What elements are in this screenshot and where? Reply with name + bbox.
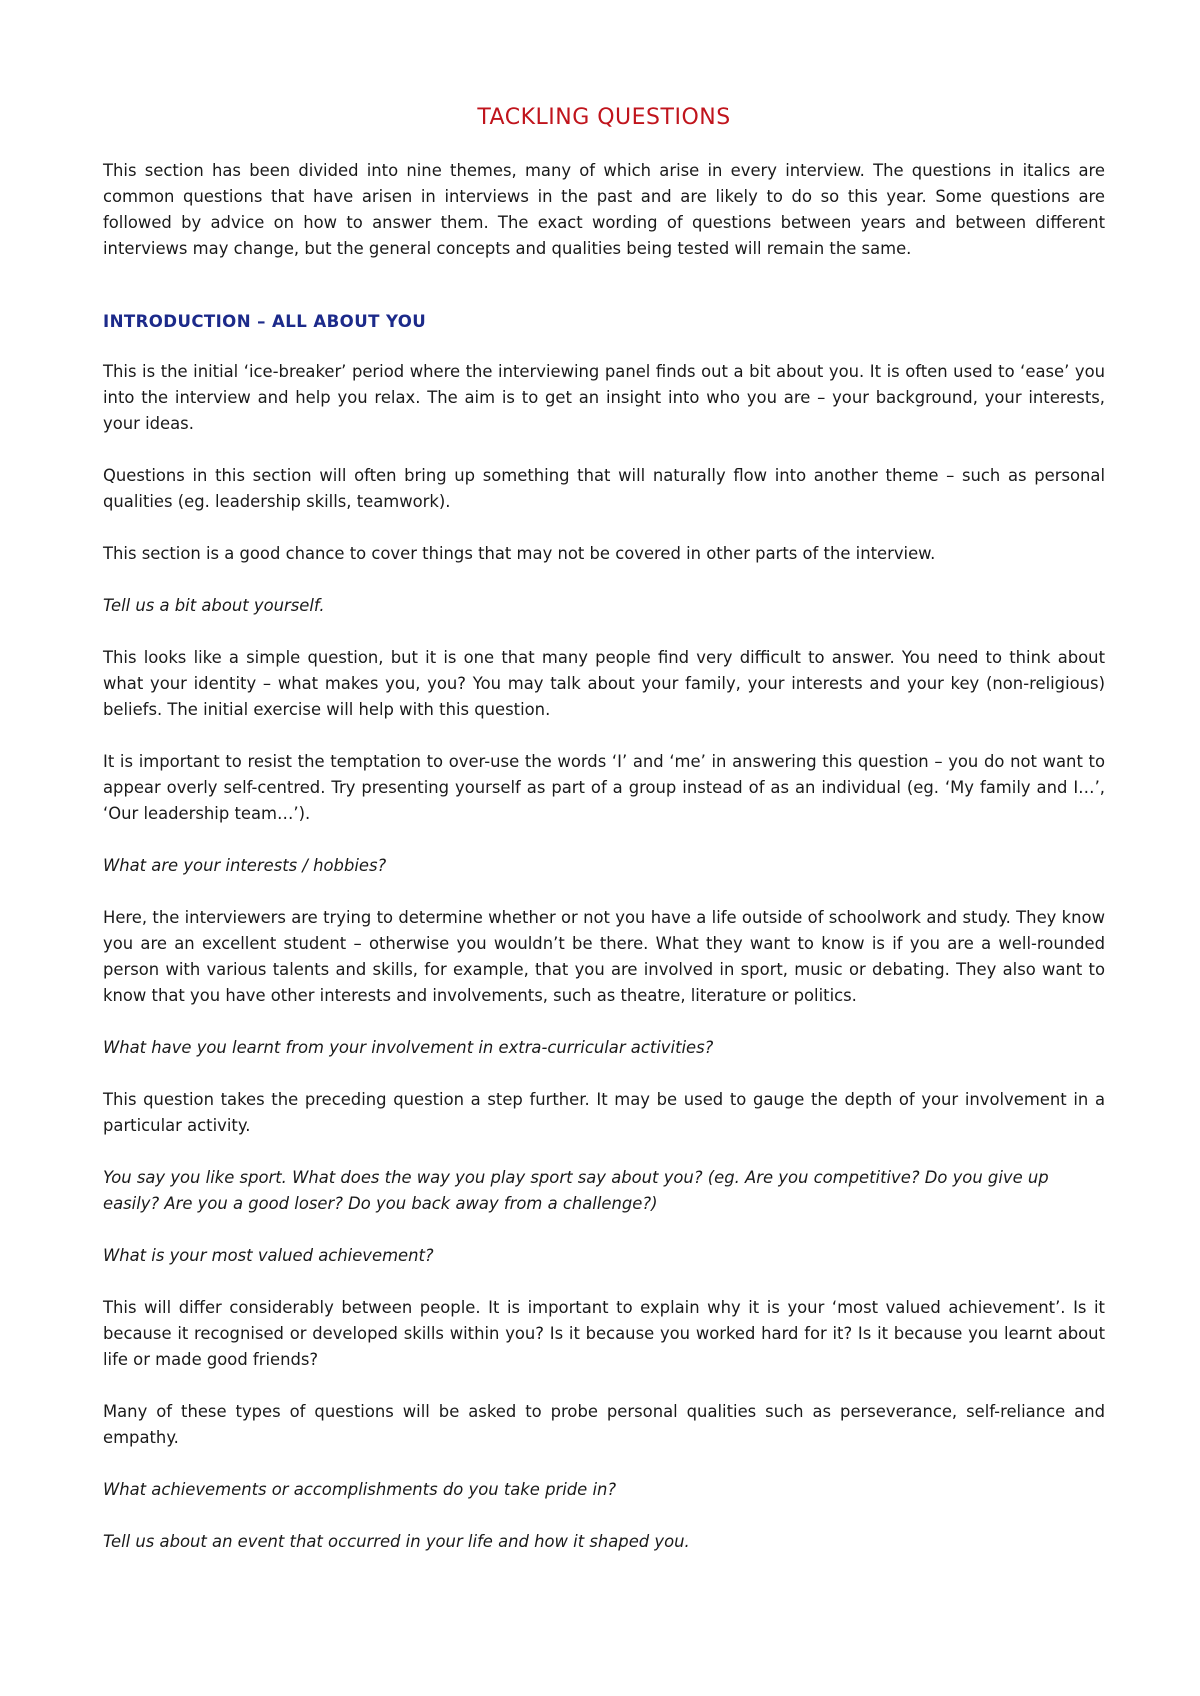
question: What is your most valued achievement? (103, 1246, 434, 1265)
paragraph: This is the initial ‘ice-breaker’ period where the interviewing panel finds out a bit about you. It is often used to ‘ease’ you into the interview and help you relax. The aim is to get an insight into who you are – your background, your interests, your ideas. (103, 362, 1105, 433)
question: Tell us a bit about yourself. (103, 596, 325, 615)
section-heading: INTRODUCTION – ALL ABOUT YOU (103, 312, 427, 331)
page-title: TACKLING QUESTIONS (477, 105, 731, 130)
paragraph: Questions in this section will often bring up something that will naturally flow into another theme – such as personal qualities (eg. leadership skills, teamwork). (103, 466, 1105, 511)
document-page (103, 0, 1105, 1555)
question: Tell us about an event that occurred in your life and how it shaped you. (103, 1532, 690, 1551)
paragraph: This question takes the preceding question a step further. It may be used to gauge the depth of your involvement in a particular activity. (103, 1090, 1105, 1135)
paragraph: Here, the interviewers are trying to determine whether or not you have a life outside of schoolwork and study. They know you are an excellent student – otherwise you wouldn’t be there. What they want to know is if you are a well-rounded person with various talents and skills, for example, that you are involved in sport, music or debating. They also want to know that you have other interests and involvements, such as theatre, literature or politics. (103, 908, 1105, 1005)
paragraph: This will differ considerably between people. It is important to explain why it is your ‘most valued achievement’. Is it because it recognised or developed skills within you? Is it because you worked hard for it? Is it because you learnt about life or made good friends? (103, 1298, 1105, 1369)
question: What are your interests / hobbies? (103, 856, 387, 875)
paragraph: Many of these types of questions will be asked to probe personal qualities such as perseverance, self-reliance and empathy. (103, 1402, 1105, 1447)
paragraph: It is important to resist the temptation to over-use the words ‘I’ and ‘me’ in answering this question – you do not want to appear overly self-centred. Try presenting yourself as part of a group instead of as an individual (eg. ‘My family and I…’, ‘Our leadership team…’). (103, 752, 1105, 823)
paragraph: This section is a good chance to cover things that may not be covered in other parts of the interview. (103, 544, 936, 563)
intro-paragraph: This section has been divided into nine themes, many of which arise in every interview. The questions in italics are common questions that have arisen in interviews in the past and are likely to do so this year. Some questions are followed by advice on how to answer them. The exact wording of questions between years and between different interviews may change, but the general concepts and qualities being tested will remain the same. (103, 161, 1105, 258)
paragraph: This looks like a simple question, but it is one that many people find very difficult to answer. You need to think about what your identity – what makes you, you? You may talk about your family, your interests and your key (non-religious) beliefs. The initial exercise will help with this question. (103, 648, 1105, 719)
question: What achievements or accomplishments do you take pride in? (103, 1480, 617, 1499)
question: You say you like sport. What does the way you play sport say about you? (eg. Are you competitive? Do you give up easily? Are you a good loser? Do you back away from a challenge?) (103, 1168, 1049, 1213)
question: What have you learnt from your involvement in extra-curricular activities? (103, 1038, 714, 1057)
